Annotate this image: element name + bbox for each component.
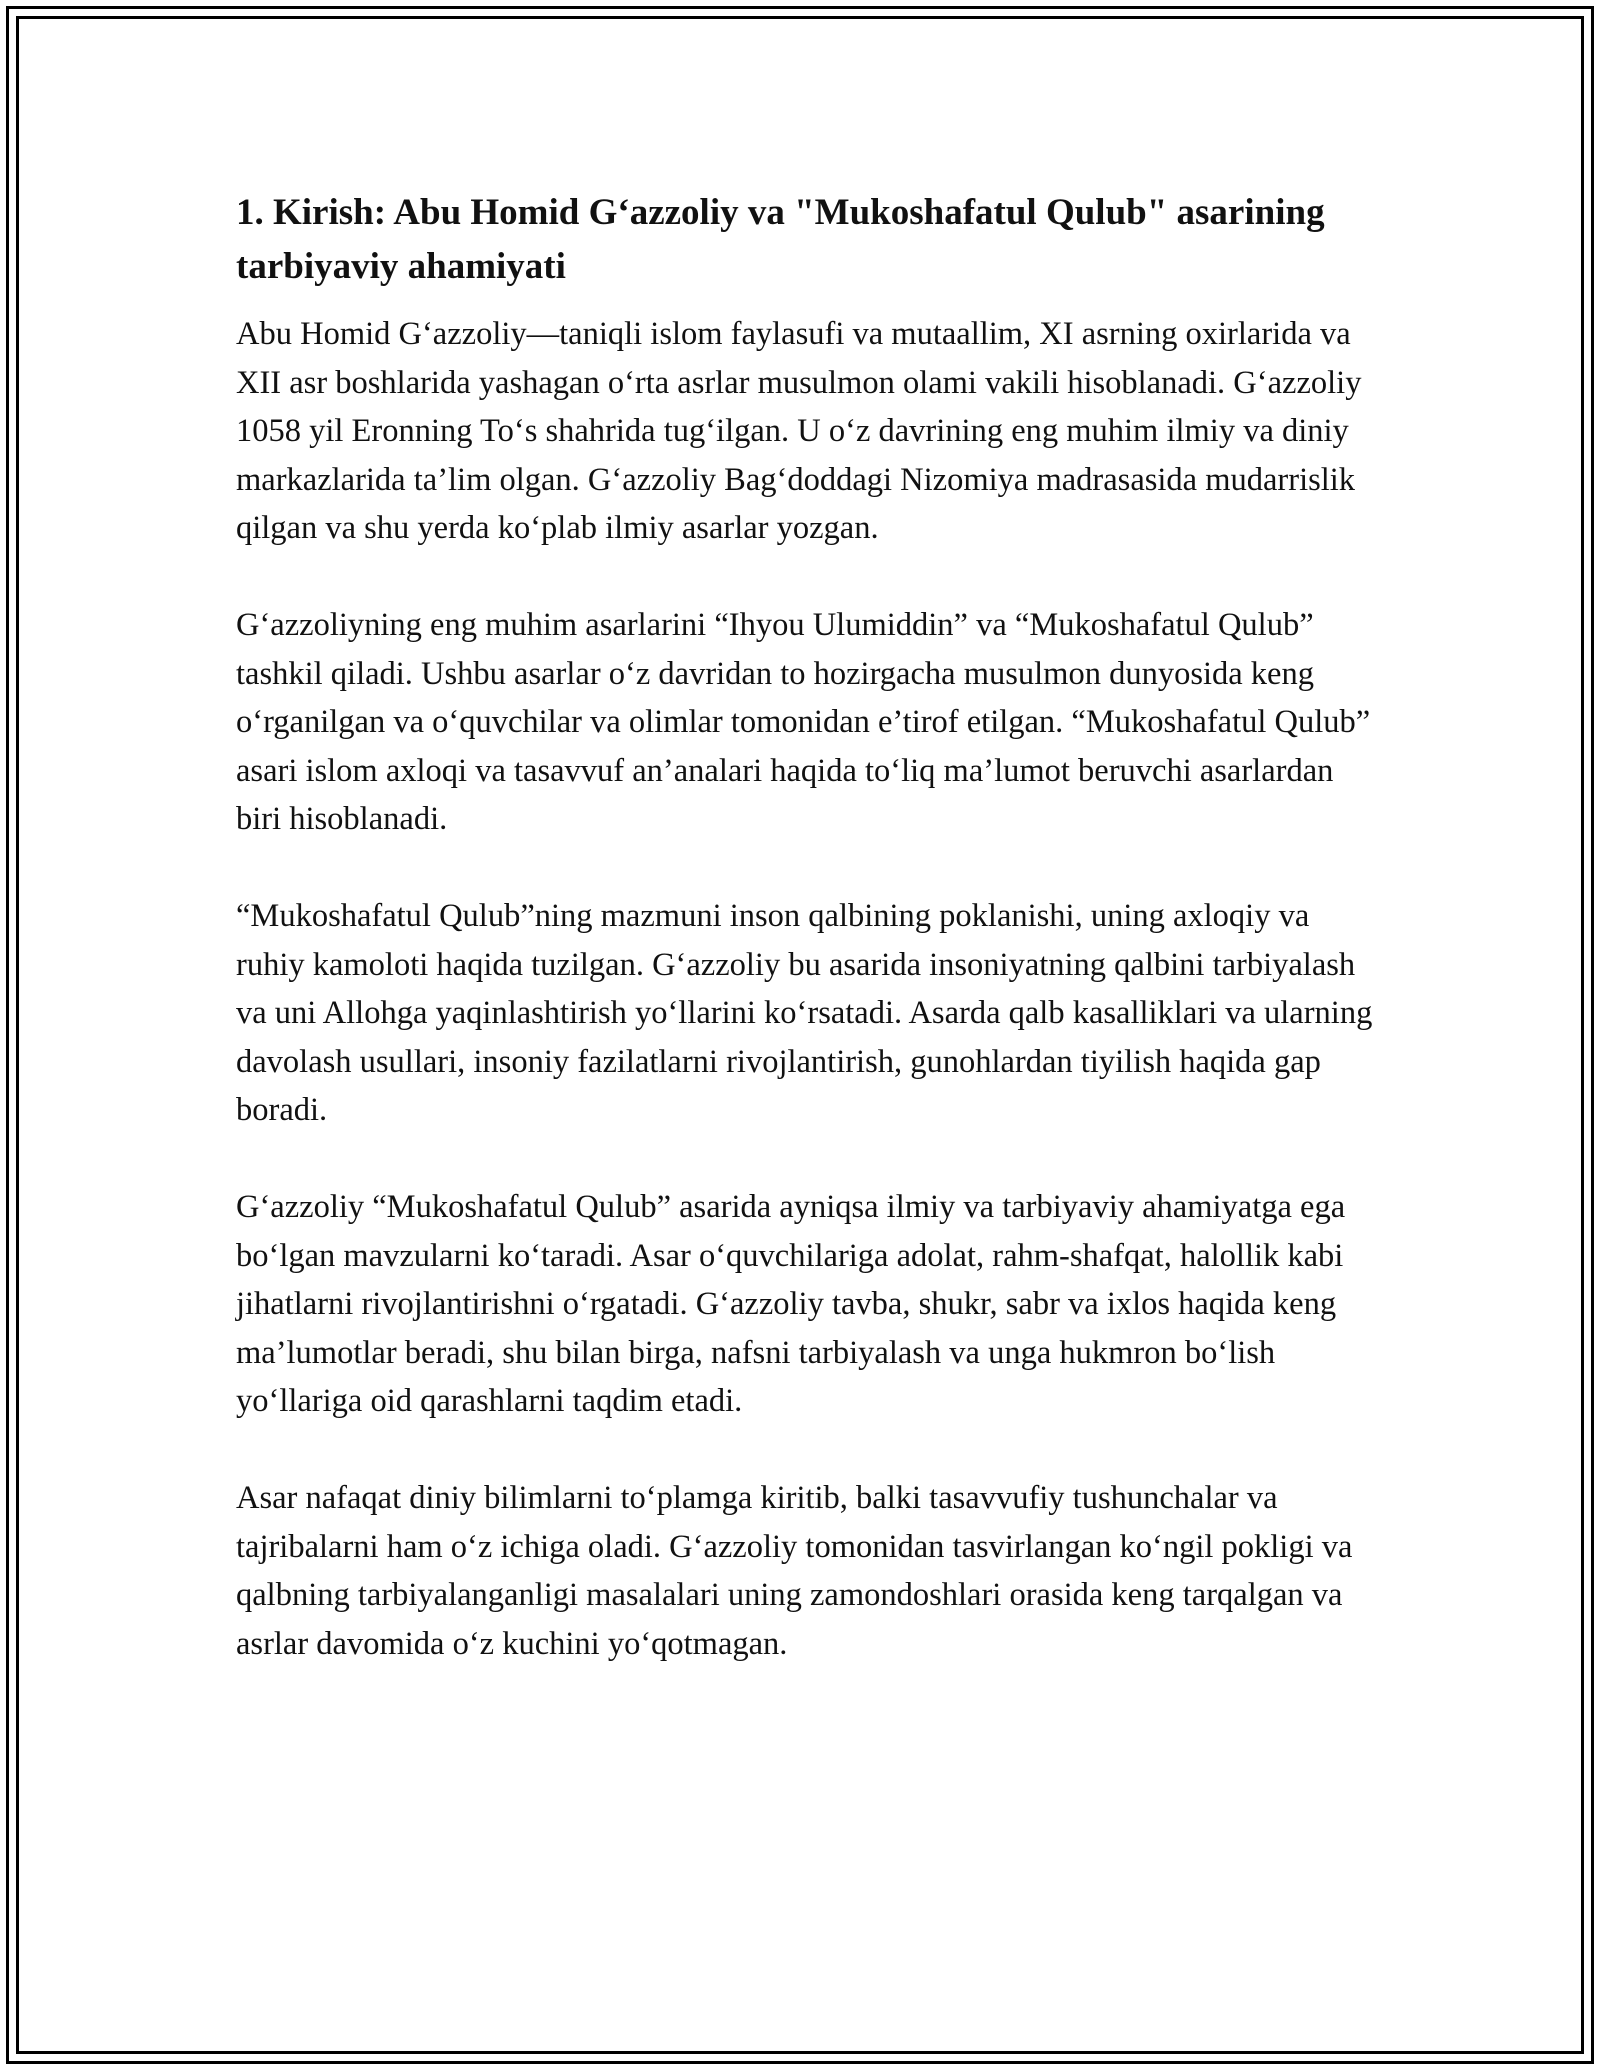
paragraph-3: “Mukoshafatul Qulub”ning mazmuni inson qalbining poklanishi, uning axloqiy va ruhiy kamoloti haqida tuzilgan. G‘azzoliy bu asarida insoniyatning qalbini tarbiyalash va uni Allohga yaqinlashtirish yo‘llarini ko‘rsatadi. Asarda qalb kasalliklari va ularning davolash usullari, insoniy fazilatlarni rivojlantirish, gunohlardan tiyilish haqida gap boradi. — [236, 898, 1373, 1128]
paragraph-2: G‘azzoliyning eng muhim asarlarini “Ihyou Ulumiddin” va “Mukoshafatul Qulub” tashkil qiladi. Ushbu asarlar o‘z davridan to hozirgacha musulmon dunyosida keng o‘rganilgan va o‘quvchilar va olimlar tomonidan e’tirof etilgan. “Mukoshafatul Qulub” asari islom axloqi va tasavvuf an’analari haqida to‘liq ma’lumot beruvchi asarlardan biri hisoblanadi. — [236, 607, 1371, 837]
paragraph-5: Asar nafaqat diniy bilimlarni to‘plamga kiritib, balki tasavvufiy tushunchalar va tajribalarni ham o‘z ichiga oladi. G‘azzoliy tomonidan tasvirlangan ko‘ngil pokligi va qalbning tarbiyalanganligi masalalari uning zamondoshlari orasida keng tarqalgan va asrlar davomida o‘z kuchini yo‘qotmagan. — [236, 1480, 1353, 1662]
document-body — [236, 186, 1384, 1668]
section-title: 1. Kirish: Abu Homid G‘azzoliy va "Mukoshafatul Qulub" asarining tarbiyaviy ahamiyati — [236, 192, 1325, 287]
paragraph-4: G‘azzoliy “Mukoshafatul Qulub” asarida ayniqsa ilmiy va tarbiyaviy ahamiyatga ega bo‘lgan mavzularni ko‘taradi. Asar o‘quvchilariga adolat, rahm-shafqat, halollik kabi jihatlarni rivojlantirishni o‘rgatadi. G‘azzoliy tavba, shukr, sabr va ixlos haqida keng ma’lumotlar beradi, shu bilan birga, nafsni tarbiyalash va unga hukmron bo‘lish yo‘llariga oid qarashlarni taqdim etadi. — [236, 1189, 1346, 1419]
paragraph-1: Abu Homid G‘azzoliy—taniqli islom faylasufi va mutaallim, XI asrning oxirlarida va XII asr boshlarida yashagan o‘rta asrlar musulmon olami vakili hisoblanadi. G‘azzoliy 1058 yil Eronning To‘s shahrida tug‘ilgan. U o‘z davrining eng muhim ilmiy va diniy markazlarida ta’lim olgan. G‘azzoliy Bag‘doddagi Nizomiya madrasasida mudarrislik qilgan va shu yerda ko‘plab ilmiy asarlar yozgan. — [236, 316, 1362, 546]
